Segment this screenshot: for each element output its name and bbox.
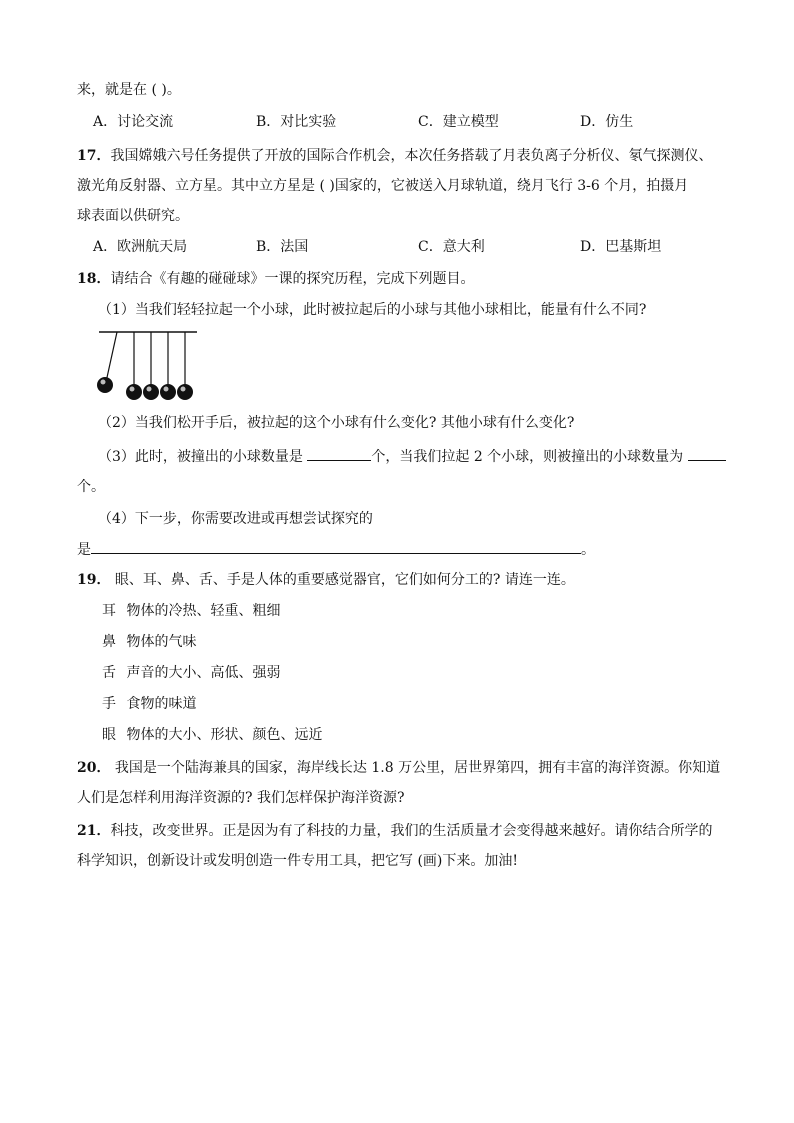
q18-sub3-text-a: （3）此时，被撞出的小球数量是 xyxy=(98,449,303,465)
q20-line-1 xyxy=(77,758,720,778)
q18-sub3-end: 个。 xyxy=(77,479,105,495)
q18-sub1: （1）当我们轻轻拉起一个小球，此时被拉起后的小球与其他小球相比，能量有什么不同? xyxy=(98,302,647,318)
q18-sub3 xyxy=(98,446,726,467)
q18-number: 18． xyxy=(77,271,111,287)
q18-answer-blank-3[interactable] xyxy=(91,539,581,554)
q16-option-d[interactable]: D．仿生 xyxy=(580,114,634,130)
q18-answer-blank-2[interactable] xyxy=(688,446,726,461)
q19-match-row[interactable] xyxy=(102,725,322,745)
q18-sub2: （2）当我们松开手后，被拉起的这个小球有什么变化? 其他小球有什么变化? xyxy=(98,415,575,431)
ball-2 xyxy=(143,384,159,400)
ball-3 xyxy=(160,384,176,400)
q17-line-3: 球表面以供研究。 xyxy=(77,208,189,224)
q20-line-2: 人们是怎样利用海洋资源的? 我们怎样保护海洋资源? xyxy=(77,790,405,806)
q19-match-row[interactable] xyxy=(102,694,196,714)
q19-match-row[interactable] xyxy=(102,663,280,683)
organ-label: 鼻 xyxy=(102,634,116,650)
newtons-cradle-figure xyxy=(95,328,201,400)
q19-stem: 眼、耳、鼻、舌、手是人体的重要感觉器官，它们如何分工的? 请连一连。 xyxy=(110,572,575,588)
q17-line-2: 激光角反射器、立方星。其中立方星是 ( )国家的，它被送入月球轨道，绕月飞行 3-6 个月，拍摄月 xyxy=(77,178,689,194)
q16-option-b[interactable]: B．对比实验 xyxy=(256,114,337,130)
q17-text-1: 我国嫦娥六号任务提供了开放的国际合作机会，本次任务搭载了月表负离子分析仪、氡气探测仪、 xyxy=(110,148,713,164)
q20-number: 20． xyxy=(77,760,111,776)
q21-text-1: 科技，改变世界。正是因为有了科技的力量，我们的生活质量才会变得越来越好。请你结合所学的 xyxy=(110,823,713,839)
q17-option-b[interactable]: B．法国 xyxy=(256,239,309,255)
sense-description: 声音的大小、高低、强弱 xyxy=(126,665,281,681)
q18-sub3-text-b: 个，当我们拉起 2 个小球，则被撞出的小球数量为 xyxy=(371,449,684,465)
sense-description: 物体的冷热、轻重、粗细 xyxy=(126,603,281,619)
q18-stem: 请结合《有趣的碰碰球》一课的探究历程，完成下列题目。 xyxy=(110,271,475,287)
q21-number: 21． xyxy=(77,823,111,839)
q19-stem-line xyxy=(77,570,575,590)
q17-option-d[interactable]: D．巴基斯坦 xyxy=(580,239,662,255)
q17-option-c[interactable]: C．意大利 xyxy=(418,239,485,255)
q19-match-row[interactable] xyxy=(102,601,280,621)
q20-text-1: 我国是一个陆海兼具的国家，海岸线长达 1.8 万公里，居世界第四，拥有丰富的海洋资源。你知道 xyxy=(110,760,721,776)
q18-answer-blank-1[interactable] xyxy=(307,446,371,461)
q16-option-a[interactable]: A．讨论交流 xyxy=(93,114,174,130)
organ-label: 手 xyxy=(102,696,116,712)
q17-number: 17． xyxy=(77,148,111,164)
q18-sub4-end: 。 xyxy=(581,542,595,558)
sense-description: 物体的大小、形状、颜色、远近 xyxy=(126,727,323,743)
q17-option-a[interactable]: A．欧洲航天局 xyxy=(93,239,188,255)
sense-description: 物体的气味 xyxy=(126,634,197,650)
pulled-ball xyxy=(97,377,113,393)
q21-line-1 xyxy=(77,821,712,841)
sense-description: 食物的味道 xyxy=(126,696,197,712)
organ-label: 舌 xyxy=(102,665,116,681)
q19-match-row[interactable] xyxy=(102,632,196,652)
q18-sub4-line1: （4）下一步，你需要改进或再想尝试探究的 xyxy=(98,511,373,527)
q18-sub4-line2 xyxy=(77,539,595,560)
q18-stem-line xyxy=(77,269,474,289)
q17-line-1 xyxy=(77,146,712,166)
q16-option-c[interactable]: C．建立模型 xyxy=(418,114,499,130)
q21-line-2: 科学知识，创新设计或发明创造一件专用工具，把它写 (画)下来。加油! xyxy=(77,853,518,869)
ball-1 xyxy=(126,384,142,400)
q19-number: 19． xyxy=(77,572,111,588)
organ-label: 耳 xyxy=(102,603,116,619)
q16-stem-tail: 来，就是在 ( )。 xyxy=(77,82,181,98)
organ-label: 眼 xyxy=(102,727,116,743)
q18-sub4-prefix: 是 xyxy=(77,542,91,558)
ball-4 xyxy=(177,384,193,400)
